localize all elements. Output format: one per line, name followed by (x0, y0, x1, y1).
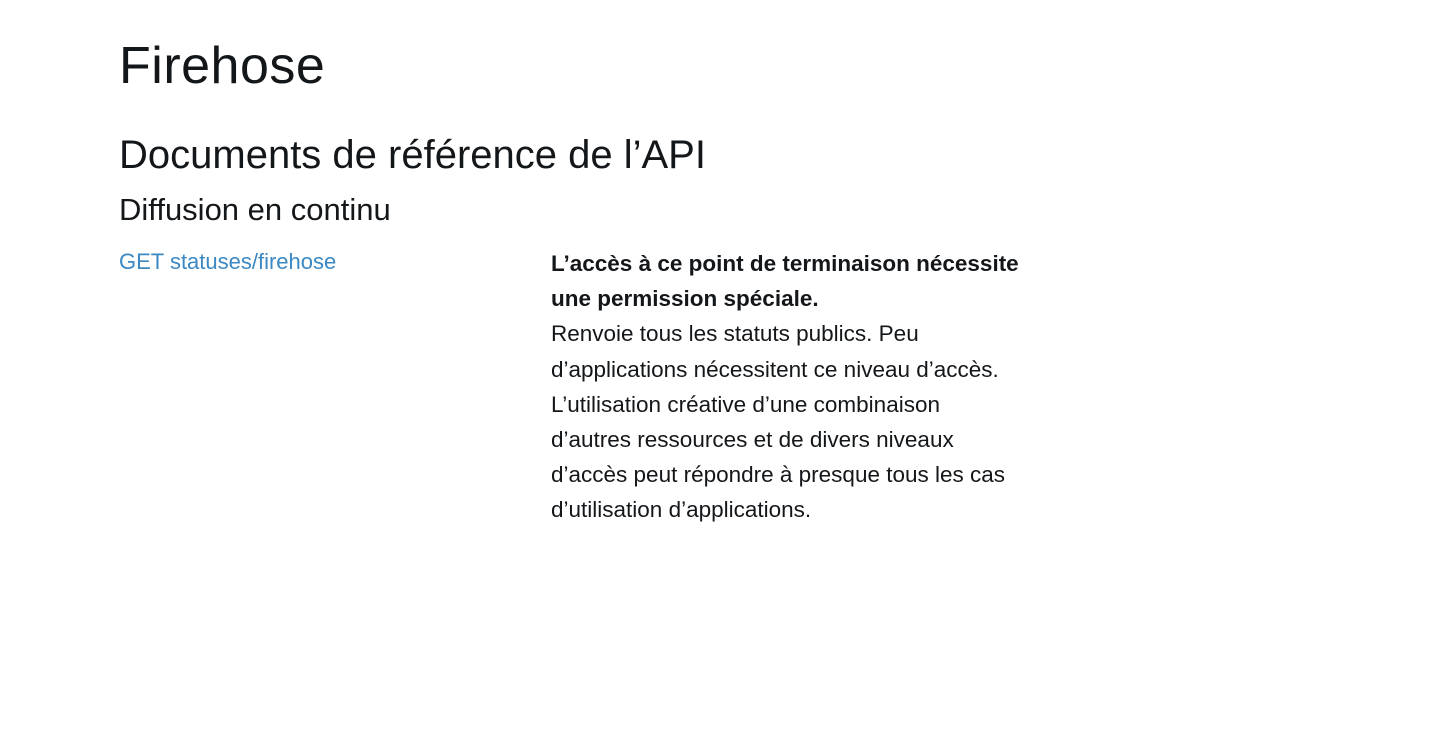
page-title: Firehose (119, 37, 326, 95)
subsection-title: Diffusion en continu (119, 192, 391, 227)
permission-note: L’accès à ce point de terminaison nécessite une permission spéciale. (551, 251, 1019, 312)
description-text: Renvoie tous les statuts publics. Peu d’applications nécessitent ce niveau d’accès. L’utilisation créative d’une combinaison d’autres ressources et de divers niveaux d’accès peut répondre à presque tous les cas d’utilisation d’applications. (551, 321, 1006, 523)
endpoint-link-statuses-firehose[interactable]: GET statuses/firehose (119, 249, 337, 274)
endpoint-description (551, 246, 1019, 528)
section-title: Documents de référence de l’API (119, 133, 706, 177)
